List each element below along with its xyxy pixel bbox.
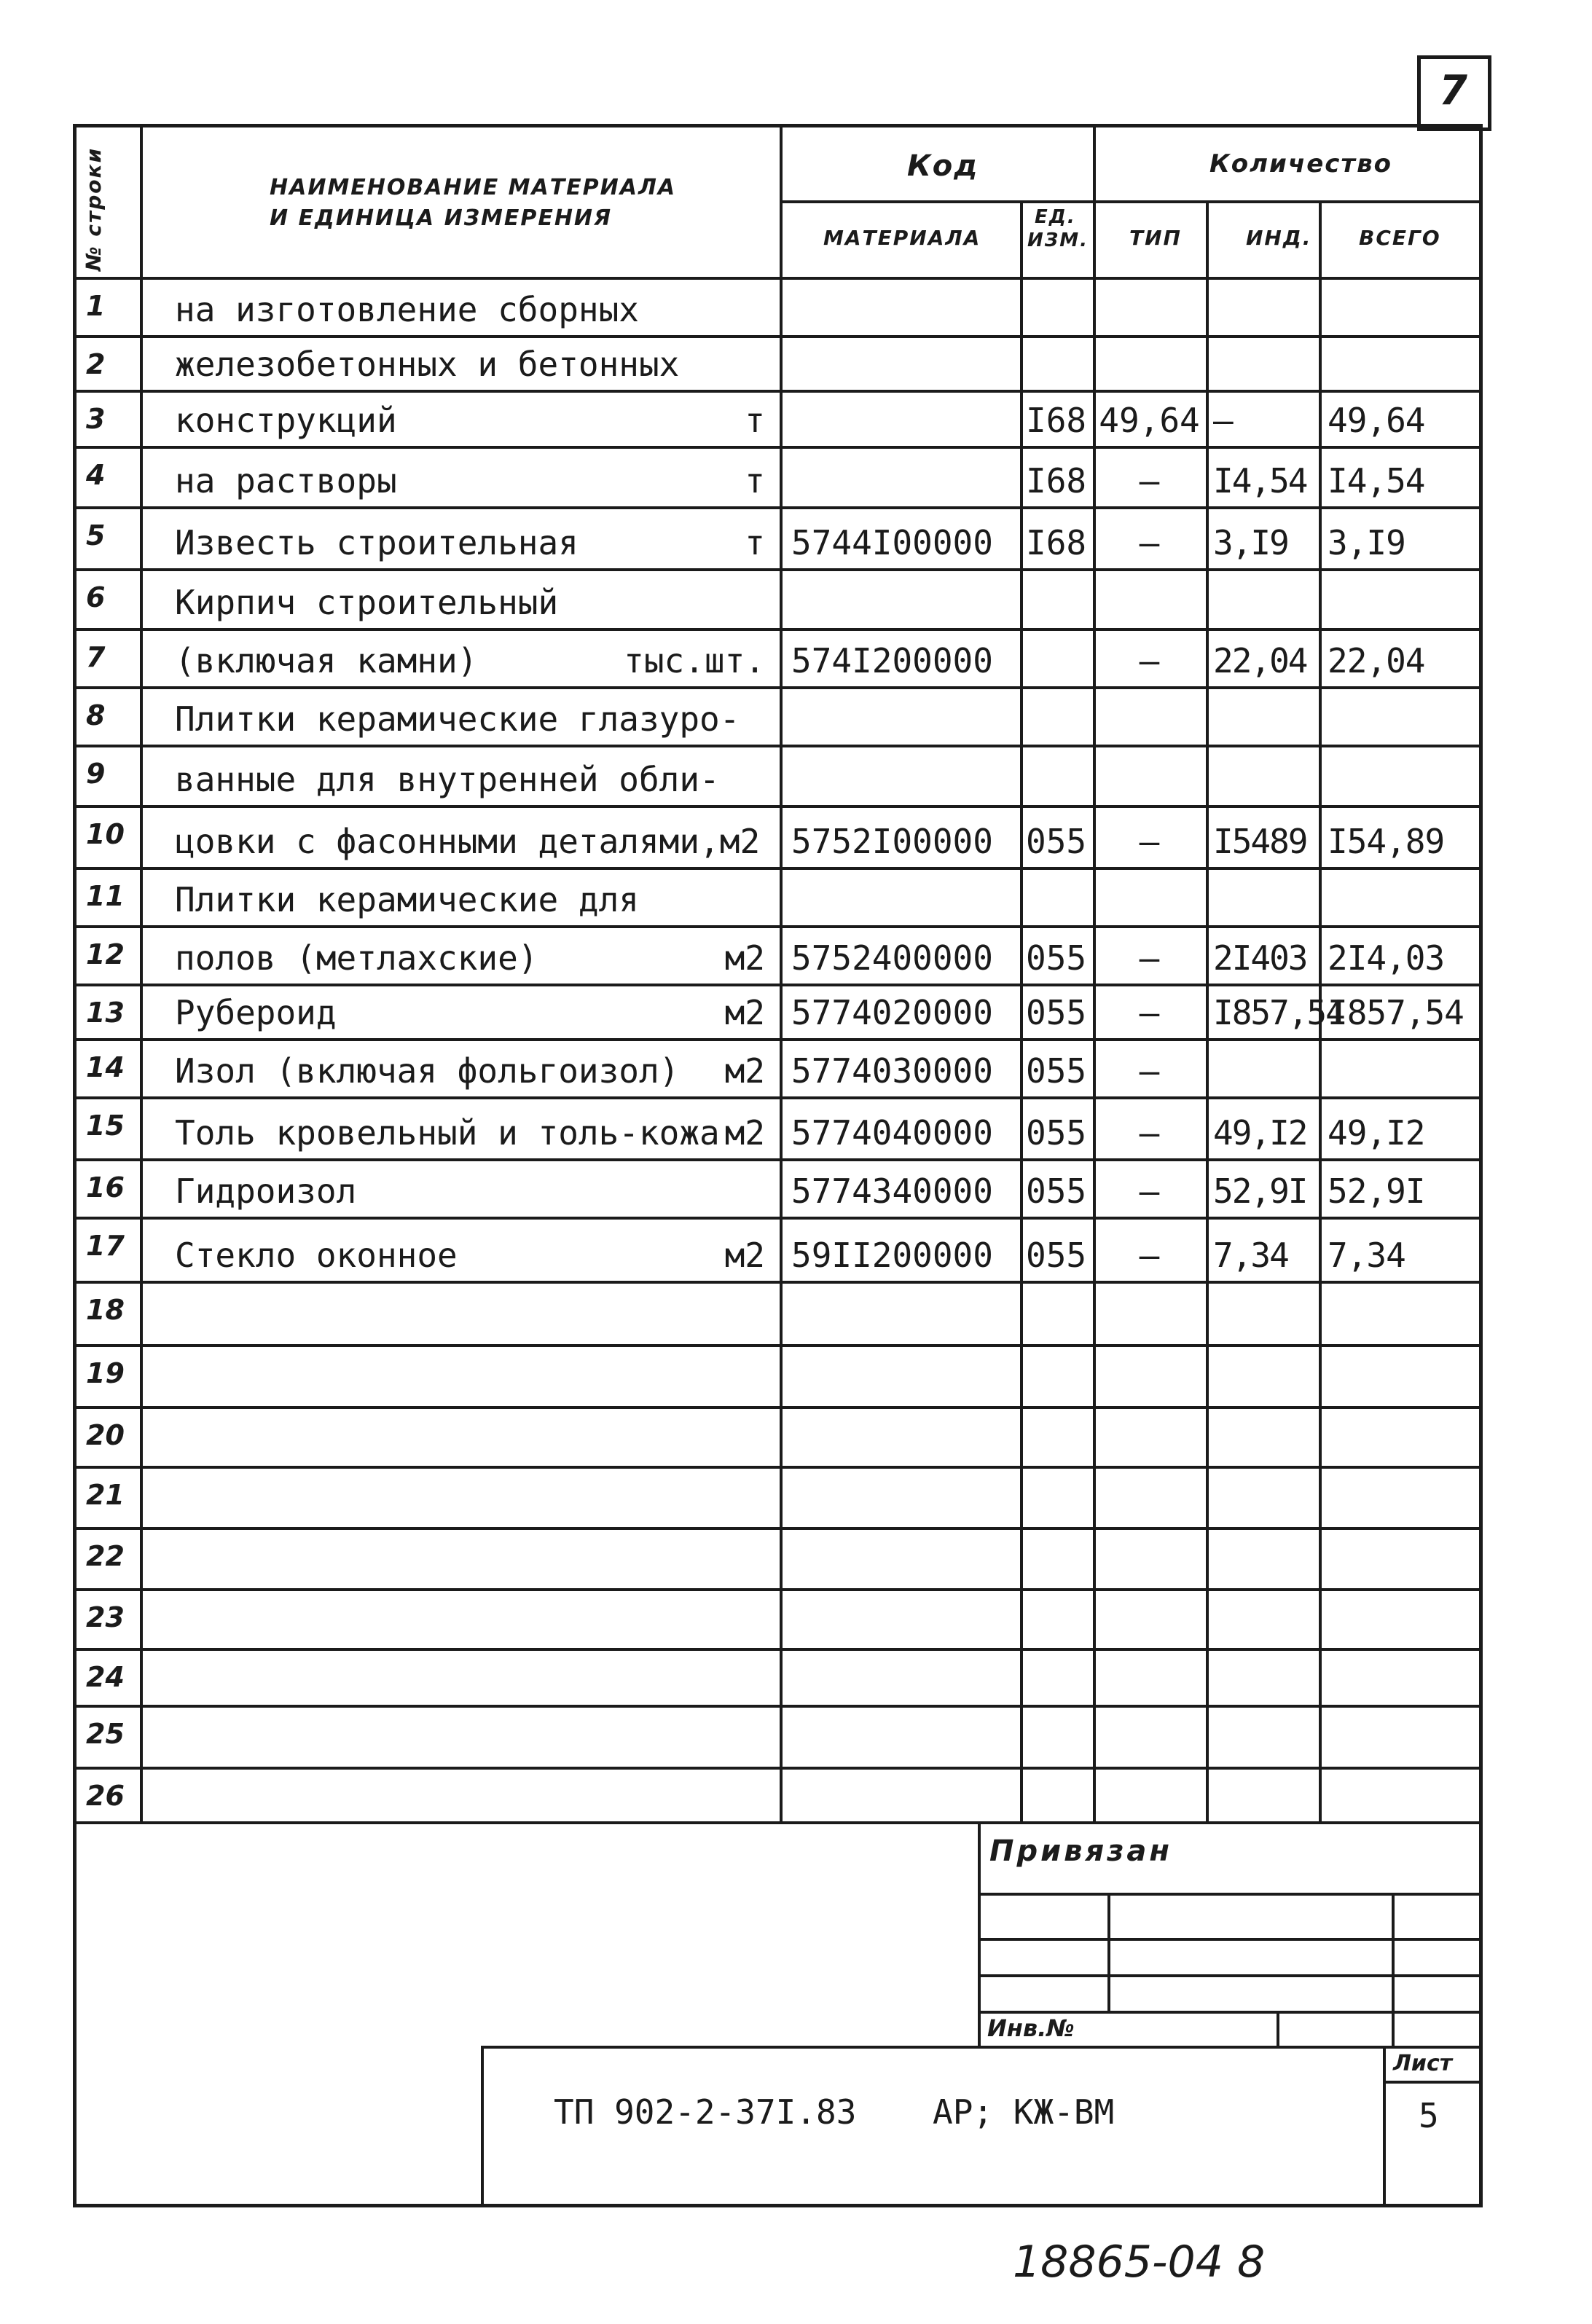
col-line-code [780,124,783,1821]
unit-code: 055 [1026,1113,1087,1153]
stamp-line [978,1974,1483,1977]
col-line-unitcode [1020,200,1023,1821]
material-unit: т [745,401,765,440]
row-number: 2 [86,348,106,380]
qty-total: I4,54 [1328,461,1425,500]
stamp-inv-label: Инв.№ [987,2014,1075,2042]
qty-total: 2I4,03 [1328,938,1445,978]
row-number: 18 [86,1294,125,1326]
row-line [73,1406,1483,1409]
sheet-number: 5 [1419,2096,1439,2135]
title-sheet-divider [1383,2081,1483,2084]
material-name: Стекло оконное [175,1236,458,1275]
row-number: 10 [86,818,125,850]
row-line [73,1096,1483,1099]
material-code: 59II200000 [791,1236,993,1275]
row-number: 22 [86,1540,125,1572]
qty-type: – [1139,1051,1160,1091]
unit-code: I68 [1026,401,1087,440]
title-sheet-left [1383,2046,1386,2207]
header-qty-ind: ИНД. [1246,226,1312,250]
row-number: 4 [86,459,106,491]
row-line [73,925,1483,928]
row-number: 26 [86,1780,125,1812]
material-name: Изол (включая фольгоизол) [175,1051,680,1091]
row-line [73,446,1483,449]
row-number: 21 [86,1479,125,1511]
material-unit: м2 [724,993,765,1032]
header-name-line1: НАИМЕНОВАНИЕ МАТЕРИАЛА [270,175,677,200]
material-name: (включая камни) [175,641,478,680]
qty-total: I857,54 [1328,993,1464,1032]
doc-code: ТП 902-2-37I.83 [554,2092,857,2132]
qty-ind: 49,I2 [1213,1113,1307,1153]
unit-code: 055 [1026,822,1087,861]
title-left-line [481,2046,484,2207]
row-number: 6 [86,581,106,613]
material-code: 5744I00000 [791,523,993,562]
stamp-bound-left [978,1821,981,2049]
row-line [73,568,1483,571]
unit-code: I68 [1026,523,1087,562]
qty-ind: I4,54 [1213,461,1307,500]
qty-total: 49,I2 [1328,1113,1425,1153]
row-line [73,1158,1483,1161]
qty-total: 7,34 [1328,1236,1405,1275]
row-number: 11 [86,880,125,912]
qty-type: – [1139,461,1160,500]
col-line-ind [1206,200,1209,1821]
qty-type: – [1139,523,1160,562]
row-line [73,506,1483,509]
row-line [73,1527,1483,1530]
header-code-group: Код [907,149,979,183]
row-number: 7 [86,641,106,673]
title-top-line [481,2046,1483,2049]
row-line [73,1344,1483,1347]
qty-ind: 2I403 [1213,938,1307,978]
row-number: 1 [86,290,106,322]
row-number: 23 [86,1601,125,1633]
stamp-bound-label: Привязан [989,1834,1173,1868]
row-line [73,867,1483,870]
material-name: конструкций [175,401,397,440]
material-name: полов (метлахские) [175,938,538,978]
header-qty-group: Количество [1209,149,1393,178]
row-line [73,390,1483,393]
header-qty-type: ТИП [1129,226,1182,250]
material-name: на изготовление сборных [175,290,639,329]
material-code: 5774340000 [791,1171,993,1211]
row-line [73,984,1483,986]
qty-type: – [1139,993,1160,1032]
material-name: Плитки керамические глазуро- [175,699,740,739]
row-line [73,1281,1483,1284]
row-number: 24 [86,1661,125,1693]
material-name: Гидроизол [175,1171,357,1211]
qty-type: – [1139,938,1160,978]
qty-type: – [1139,641,1160,680]
stamp-line [1107,1893,1110,2011]
qty-type: – [1139,1236,1160,1275]
row-number: 9 [86,758,106,790]
material-code: 5774030000 [791,1051,993,1091]
stamp-line [1392,1893,1395,2049]
material-name: на растворы [175,461,397,500]
material-code: 5774020000 [791,993,993,1032]
qty-ind: 52,9I [1213,1171,1307,1211]
row-number: 15 [86,1110,125,1142]
qty-type: – [1139,822,1160,861]
row-number: 3 [86,403,106,435]
material-name: Плитки керамические для [175,880,639,919]
material-unit: м2 [724,1051,765,1091]
material-unit: м2 [724,1113,765,1153]
row-line [73,1767,1483,1770]
row-number: 19 [86,1357,125,1389]
row-number: 14 [86,1051,125,1083]
header-name-line2: И ЕДИНИЦА ИЗМЕРЕНИЯ [270,205,613,231]
qty-total: 22,04 [1328,641,1425,680]
material-unit: т [745,461,765,500]
row-number: 8 [86,699,106,731]
row-number: 17 [86,1230,125,1262]
qty-ind: 22,04 [1213,641,1307,680]
material-code: 5752I00000 [791,822,993,861]
qty-ind: – [1213,401,1232,440]
qty-type: – [1139,1171,1160,1211]
header-code-unit-2: ИЗМ. [1027,229,1089,251]
qty-total: 3,I9 [1328,523,1405,562]
material-code: 574I200000 [791,641,993,680]
header-qty-total: ВСЕГО [1359,226,1441,250]
unit-code: 055 [1026,993,1087,1032]
qty-total: 52,9I [1328,1171,1425,1211]
qty-ind: I5489 [1213,822,1307,861]
material-name: железобетонных и бетонных [175,345,680,384]
material-name: ванные для внутренней обли- [175,760,720,799]
row-number: 13 [86,997,125,1029]
doc-section: АР; КЖ-ВМ [933,2092,1115,2132]
qty-type: 49,64 [1099,401,1200,440]
qty-total: 49,64 [1328,401,1425,440]
unit-code: 055 [1026,938,1087,978]
material-unit: тыс.шт. [624,641,765,680]
header-mid-line [780,200,1483,203]
row-line [73,1648,1483,1651]
header-code-material: МАТЕРИАЛА [823,226,981,250]
stamp-line [978,1893,1483,1896]
header-code-unit-1: ЕД. [1035,206,1076,228]
row-number: 16 [86,1171,125,1204]
qty-ind: 3,I9 [1213,523,1288,562]
material-unit: т [745,523,765,562]
material-name: Толь кровельный и толь-кожа [175,1113,720,1153]
row-line [73,1588,1483,1591]
material-code: 5774040000 [791,1113,993,1153]
row-line [73,1466,1483,1469]
row-line [73,686,1483,689]
row-line [73,805,1483,808]
row-number: 25 [86,1718,125,1750]
row-number: 5 [86,519,106,551]
material-unit: м2 [724,938,765,978]
row-line [73,628,1483,631]
stamp-line [978,1938,1483,1941]
material-name: Кирпич строительный [175,583,559,622]
material-code: 5752400000 [791,938,993,978]
unit-code: I68 [1026,461,1087,500]
qty-ind: I857,54 [1213,993,1344,1032]
row-line [73,1705,1483,1708]
stamp-line [978,2011,1483,2014]
header-bottom-line [73,277,1483,280]
unit-code: 055 [1026,1236,1087,1275]
unit-code: 055 [1026,1171,1087,1211]
stamp-line [1277,2011,1279,2049]
material-unit: м2 [724,1236,765,1275]
qty-type: – [1139,1113,1160,1153]
stamp-top-line [73,1821,1483,1824]
row-line [73,745,1483,747]
row-line [73,335,1483,338]
material-name: цовки с фасонными деталями,м2 [175,822,761,861]
col-line-number [140,124,143,1821]
qty-ind: 7,34 [1213,1236,1288,1275]
sheet-label: Лист [1393,2051,1453,2076]
material-name: Рубероид [175,993,337,1032]
row-number: 20 [86,1419,125,1451]
archive-number: 18865-04 8 [1013,2237,1266,2288]
row-line [73,1038,1483,1041]
row-line [73,1217,1483,1220]
col-line-qty [1093,124,1096,1821]
row-number: 12 [86,938,125,970]
unit-code: 055 [1026,1051,1087,1091]
qty-total: I54,89 [1328,822,1445,861]
corner-sheet-number: 7 [1439,67,1467,114]
material-name: Известь строительная [175,523,579,562]
